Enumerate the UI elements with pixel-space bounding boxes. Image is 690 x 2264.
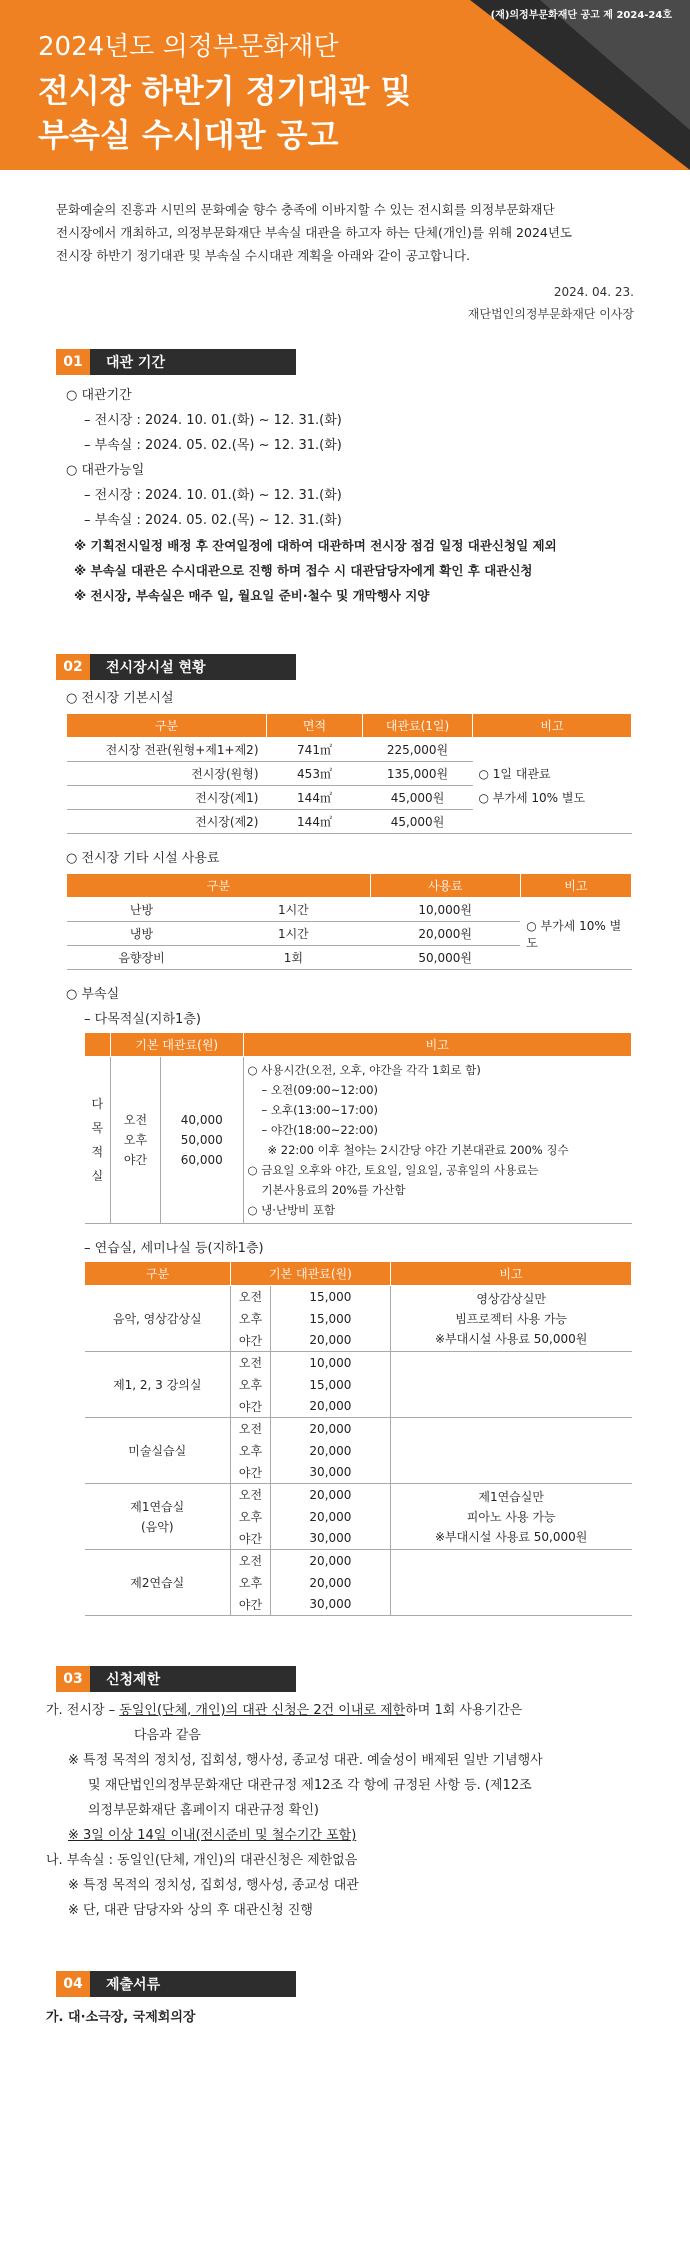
fee: 30,000 — [271, 1594, 391, 1616]
rental-period-list — [66, 383, 690, 608]
list-item: 의정부문화재단 홈페이지 대관규정 확인) — [88, 1803, 319, 1818]
column-header: 구분 — [67, 714, 267, 738]
table-row — [67, 898, 632, 922]
list-item: 다음과 같음 — [134, 1728, 201, 1743]
room-name-char: 목 — [91, 1121, 104, 1135]
fee: 60,000 — [180, 1153, 223, 1167]
list-item: ○ 대관기간 — [66, 388, 132, 403]
intro-line: 전시장에서 개최하고, 의정부문화재단 부속실 대관을 하고자 하는 단체(개인)를 위해 2024년도 — [56, 225, 573, 240]
cell: 20,000원 — [370, 922, 520, 946]
remark: ※부대시설 사용료 50,000원 — [434, 1331, 588, 1346]
section-title: 신청제한 — [90, 1666, 296, 1692]
list-item: ※ 3일 이상 14일 이내(전시준비 및 철수기간 포함) — [68, 1828, 357, 1843]
section-number: 01 — [56, 349, 90, 375]
fees — [161, 1057, 244, 1224]
room-name: 음악, 영상감상실 — [85, 1286, 231, 1352]
fee: 15,000 — [271, 1308, 391, 1330]
fee: 20,000 — [271, 1572, 391, 1594]
signer: 재단법인의정부문화재단 이사장 — [467, 307, 634, 321]
column-header: 구분 — [85, 1262, 231, 1286]
remark: ○ 1일 대관료 — [478, 766, 551, 781]
table-row — [67, 738, 632, 762]
room-name-char: 실 — [91, 1169, 104, 1183]
fee: 30,000 — [271, 1528, 391, 1550]
cell: 135,000원 — [363, 762, 473, 786]
fee: 20,000 — [271, 1418, 391, 1440]
fee: 20,000 — [271, 1396, 391, 1418]
list-item: – 부속실 : 2024. 05. 02.(목) ~ 12. 31.(화) — [84, 513, 342, 528]
note: ※ 전시장, 부속실은 매주 일, 월요일 준비·철수 및 개막행사 지양 — [74, 588, 430, 603]
room-name — [85, 1057, 111, 1224]
time-slot: 야간 — [231, 1462, 271, 1484]
cell: 음향장비 — [67, 946, 217, 970]
room-name: 제2연습실 — [85, 1550, 231, 1616]
column-header: 구분 — [67, 874, 371, 898]
remark: 기본사용료의 20%를 가산함 — [261, 1183, 406, 1197]
header-banner — [0, 0, 690, 170]
list-item — [46, 1698, 690, 1723]
item-underlined: 동일인(단체, 개인)의 대관 신청은 2건 이내로 제한 — [119, 1703, 406, 1718]
table-header — [85, 1262, 632, 1286]
subheading: ○ 전시장 기본시설 — [66, 691, 174, 706]
column-header: 면적 — [267, 714, 363, 738]
fee: 10,000 — [271, 1352, 391, 1374]
fee: 50,000 — [180, 1133, 223, 1147]
time-slots — [111, 1057, 161, 1224]
time-slot: 오후 — [231, 1572, 271, 1594]
remarks-cell — [390, 1418, 631, 1484]
cell: 741㎡ — [267, 738, 363, 762]
remark: – 오후(13:00~17:00) — [261, 1103, 379, 1117]
fee: 20,000 — [271, 1506, 391, 1528]
fee: 30,000 — [271, 1462, 391, 1484]
time-slot: 야간 — [231, 1330, 271, 1352]
time-slot: 야간 — [123, 1153, 148, 1167]
subheading: – 연습실, 세미나실 등(지하1층) — [84, 1241, 264, 1256]
list-item: ○ 대관가능일 — [66, 463, 145, 478]
section-title: 전시장시설 현황 — [90, 654, 296, 680]
list-item: 가. 대·소극장, 국제회의장 — [46, 2010, 196, 2025]
time-slot: 오후 — [231, 1374, 271, 1396]
list-item: 및 재단법인의정부문화재단 대관규정 제12조 각 항에 규정된 사항 등. (제12조 — [88, 1778, 532, 1793]
title-line-2: 전시장 하반기 정기대관 및 — [38, 72, 412, 110]
cell: 453㎡ — [267, 762, 363, 786]
list-item: – 부속실 : 2024. 05. 02.(목) ~ 12. 31.(화) — [84, 438, 342, 453]
table-row — [85, 1550, 632, 1572]
notice-number: (재)의정부문화재단 공고 제 2024-24호 — [490, 10, 672, 21]
column-header: 대관료(1일) — [363, 714, 473, 738]
column-header: 기본 대관료(원) — [111, 1033, 244, 1057]
remark: ※ 22:00 이후 철야는 2시간당 야간 기본대관료 200% 징수 — [267, 1143, 569, 1157]
fee: 20,000 — [271, 1550, 391, 1572]
time-slot: 오전 — [231, 1418, 271, 1440]
section-01-heading — [56, 349, 296, 375]
cell: 전시장(제2) — [67, 810, 267, 834]
title-line-3: 부속실 수시대관 공고 — [38, 116, 339, 154]
table-header — [67, 874, 632, 898]
section-03-heading — [56, 1666, 296, 1692]
intro-line: 문화예술의 진흥과 시민의 문화예술 향수 충족에 이바지할 수 있는 전시회를 의정부문화재단 — [56, 202, 555, 217]
cell: 전시장 전관(원형+제1+제2) — [67, 738, 267, 762]
remark: 제1연습실만 — [478, 1489, 544, 1504]
subheading: – 다목적실(지하1층) — [84, 1012, 201, 1027]
section-number: 04 — [56, 1971, 90, 1997]
remark: – 오전(09:00~12:00) — [261, 1083, 379, 1097]
list-item: ※ 단, 대관 담당자와 상의 후 대관신청 진행 — [68, 1903, 313, 1918]
fee: 20,000 — [271, 1440, 391, 1462]
remark: ○ 냉·난방비 포함 — [247, 1203, 336, 1217]
practice-room-table — [84, 1261, 632, 1616]
section-title: 대관 기간 — [90, 349, 296, 375]
table-row — [85, 1484, 632, 1506]
section-02-heading — [56, 654, 296, 680]
room-name-vertical — [85, 1092, 111, 1188]
table-header — [85, 1033, 632, 1057]
column-header: 사용료 — [370, 874, 520, 898]
intro-line: 전시장 하반기 정기대관 및 부속실 수시대관 계획을 아래와 같이 공고합니다. — [56, 248, 471, 263]
time-slot: 오전 — [231, 1352, 271, 1374]
remark: 영상감상실만 — [476, 1291, 546, 1306]
table-row — [85, 1352, 632, 1374]
table-row — [85, 1057, 632, 1224]
table-header — [67, 714, 632, 738]
gallery-fee-table — [66, 713, 632, 834]
time-slot: 야간 — [231, 1528, 271, 1550]
cell: 1회 — [217, 946, 371, 970]
list-item: – 전시장 : 2024. 10. 01.(화) ~ 12. 31.(화) — [84, 488, 342, 503]
list-item: – 전시장 : 2024. 10. 01.(화) ~ 12. 31.(화) — [84, 413, 342, 428]
note: ※ 기획전시일정 배정 후 잔여일정에 대하여 대관하며 전시장 점검 일정 대관신청일 제외 — [74, 538, 557, 553]
remarks-cell — [243, 1057, 632, 1224]
time-slot: 오후 — [231, 1440, 271, 1462]
remarks-cell — [473, 738, 632, 834]
multipurpose-room-table — [84, 1032, 632, 1224]
column-header: 기본 대관료(원) — [231, 1262, 391, 1286]
time-slot: 오전 — [231, 1550, 271, 1572]
remark: ※부대시설 사용료 50,000원 — [434, 1529, 588, 1544]
remarks-cell — [390, 1286, 631, 1352]
remark: ○ 부가세 10% 별도 — [478, 790, 586, 805]
column-header: 비고 — [243, 1033, 632, 1057]
time-slot: 오후 — [123, 1133, 148, 1147]
note: ※ 부속실 대관은 수시대관으로 진행 하며 접수 시 대관담당자에게 확인 후 대관신청 — [74, 563, 533, 578]
fee: 40,000 — [180, 1113, 223, 1127]
column-header: 비고 — [473, 714, 632, 738]
remarks-cell — [390, 1484, 631, 1550]
room-name: 제1연습실 (음악) — [85, 1484, 231, 1550]
fee: 20,000 — [271, 1484, 391, 1506]
time-slot: 오전 — [231, 1484, 271, 1506]
section-title: 제출서류 — [90, 1971, 296, 1997]
subheading: ○ 전시장 기타 시설 사용료 — [66, 851, 220, 866]
restrictions-list — [46, 1698, 690, 1923]
remark: ○ 사용시간(오전, 오후, 야간을 각각 1회로 함) — [247, 1063, 481, 1077]
remark: – 야간(18:00~22:00) — [261, 1123, 379, 1137]
list-item: 나. 부속실 : 동일인(단체, 개인)의 대관신청은 제한없음 — [46, 1853, 358, 1868]
cell: 전시장(제1) — [67, 786, 267, 810]
remark: 빔프로젝터 사용 가능 — [455, 1311, 568, 1326]
room-name: 제1, 2, 3 강의실 — [85, 1352, 231, 1418]
table-row — [85, 1418, 632, 1440]
cell: 144㎡ — [267, 786, 363, 810]
intro-paragraph — [0, 170, 690, 267]
time-slot: 오전 — [231, 1286, 271, 1308]
item-text: 하며 1회 사용기간은 — [405, 1703, 523, 1718]
column-header — [85, 1033, 111, 1057]
column-header: 비고 — [390, 1262, 631, 1286]
cell: 225,000원 — [363, 738, 473, 762]
room-name-char: 적 — [91, 1145, 104, 1159]
fee: 15,000 — [271, 1374, 391, 1396]
fee: 20,000 — [271, 1330, 391, 1352]
table-row — [85, 1286, 632, 1308]
cell: 전시장(원형) — [67, 762, 267, 786]
time-slot: 오후 — [231, 1308, 271, 1330]
section-number: 02 — [56, 654, 90, 680]
remarks-cell — [390, 1550, 631, 1616]
cell: 냉방 — [67, 922, 217, 946]
title-line-1: 2024년도 의정부문화재단 — [38, 32, 339, 62]
signature-block — [0, 267, 690, 325]
remark: ○ 금요일 오후와 야간, 토요일, 일요일, 공휴일의 사용료는 — [247, 1163, 539, 1177]
room-name: 미술실습실 — [85, 1418, 231, 1484]
announce-date: 2024. 04. 23. — [553, 285, 634, 299]
fee: 15,000 — [271, 1286, 391, 1308]
cell: 1시간 — [217, 898, 371, 922]
cell: 144㎡ — [267, 810, 363, 834]
room-name-char: 다 — [91, 1097, 104, 1111]
time-slot: 오전 — [123, 1113, 148, 1127]
section-04-heading — [56, 1971, 296, 1997]
cell: 45,000원 — [363, 786, 473, 810]
time-slot: 오후 — [231, 1506, 271, 1528]
remark: 피아노 사용 가능 — [466, 1509, 556, 1524]
remark: ○ 부가세 10% 별도 — [520, 898, 631, 970]
facility-fee-table — [66, 873, 632, 970]
item-label: 가. 전시장 – — [46, 1703, 120, 1718]
time-slot: 야간 — [231, 1594, 271, 1616]
list-item: ※ 특정 목적의 정치성, 집회성, 행사성, 종교성 대관 — [68, 1878, 359, 1893]
cell: 1시간 — [217, 922, 371, 946]
time-slot: 야간 — [231, 1396, 271, 1418]
cell: 50,000원 — [370, 946, 520, 970]
cell: 난방 — [67, 898, 217, 922]
cell: 45,000원 — [363, 810, 473, 834]
list-item: ※ 특정 목적의 정치성, 집회성, 행사성, 종교성 대관. 예술성이 배제된 일반 기념행사 — [68, 1753, 543, 1768]
section-number: 03 — [56, 1666, 90, 1692]
remarks-cell — [390, 1352, 631, 1418]
subheading: ○ 부속실 — [66, 987, 120, 1002]
column-header: 비고 — [520, 874, 631, 898]
cell: 10,000원 — [370, 898, 520, 922]
